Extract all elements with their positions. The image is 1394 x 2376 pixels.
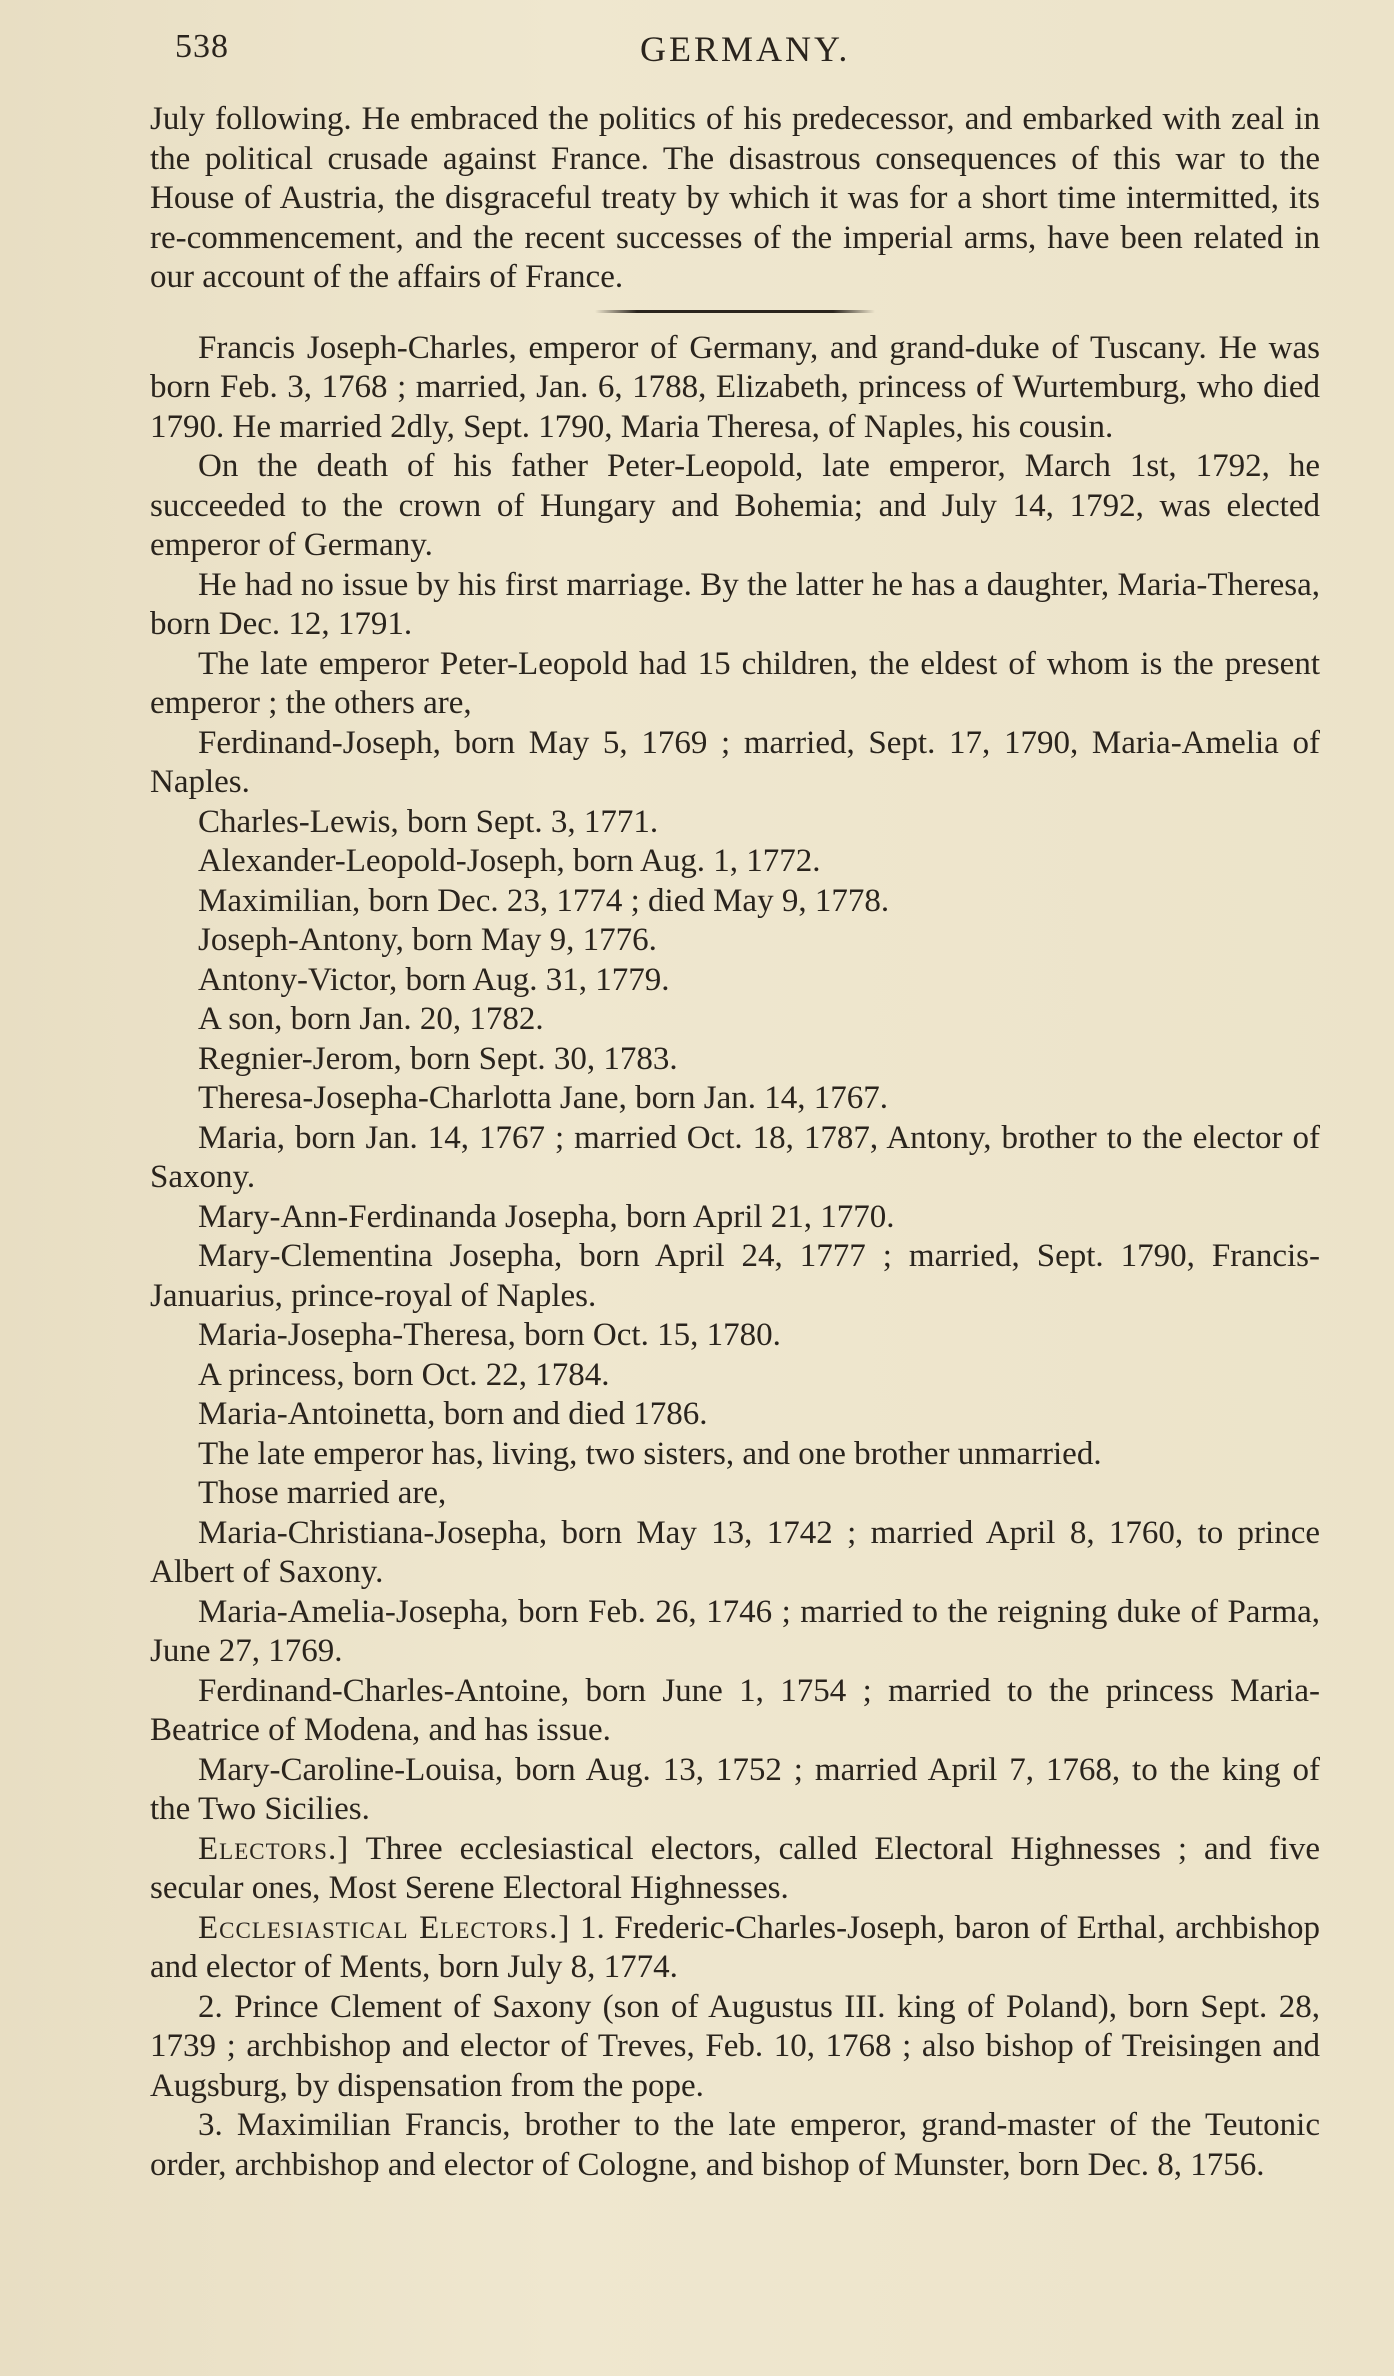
list-item: Maria, born Jan. 14, 1767 ; married Oct. 18, 1787, Antony, brother to the elector of Saxony. xyxy=(150,1119,1320,1195)
list-item: Mary-Caroline-Louisa, born Aug. 13, 1752 ; married April 7, 1768, to the king of the Two Sicilies. xyxy=(150,1751,1320,1827)
electors-text: Three ecclesiastical electors, called Electoral Highnesses ; and five secular ones, Most Serene Electoral Highnesses. xyxy=(150,1830,1321,1906)
ecclesiastical-heading: Ecclesiastical Electors.] xyxy=(198,1909,571,1946)
succession-paragraph: On the death of his father Peter-Leopold, late emperor, March 1st, 1792, he succeeded to the crown of Hungary and Bohemia; and July 14, 1792, was elected emperor of Germany. xyxy=(150,448,1320,563)
list-item: Maria-Antoinetta, born and died 1786. xyxy=(198,1396,708,1432)
siblings-married-heading: Those married are, xyxy=(198,1475,447,1511)
page-body xyxy=(150,100,1320,2185)
page-number: 538 xyxy=(175,28,229,65)
list-item: Joseph-Antony, born May 9, 1776. xyxy=(198,922,657,958)
running-head: GERMANY. xyxy=(640,29,851,69)
list-item: Alexander-Leopold-Joseph, born Aug. 1, 1772. xyxy=(198,843,821,879)
electors-heading: Electors.] xyxy=(198,1830,350,1867)
electors-paragraph xyxy=(150,1830,1320,1909)
list-item: Regnier-Jerom, born Sept. 30, 1783. xyxy=(198,1040,678,1077)
issue-paragraph: He had no issue by his first marriage. By the latter he has a daughter, Maria-Theresa, born Dec. 12, 1791. xyxy=(150,566,1320,642)
list-item: Ferdinand-Joseph, born May 5, 1769 ; married, Sept. 17, 1790, Maria-Amelia of Naples. xyxy=(150,724,1320,800)
list-item: A son, born Jan. 20, 1782. xyxy=(198,1001,544,1037)
list-item: Charles-Lewis, born Sept. 3, 1771. xyxy=(198,803,659,840)
section-divider xyxy=(595,310,875,313)
intro-paragraph: July following. He embraced the politics of his predecessor, and embarked with zeal in the political crusade against France. The disastrous consequences of this war to the House of Austria, the disgraceful treaty by which it was for a short time intermitted, its re-commencement, and the recent successes of the imperial arms, have been related in our account of the affairs of France. xyxy=(150,101,1320,295)
ecclesiastical-item: 3. Maximilian Francis, brother to the late emperor, grand-master of the Teutonic order, archbishop and elector of Cologne, and bishop of Munster, born Dec. 8, 1756. xyxy=(150,2107,1320,2183)
list-item: Theresa-Josepha-Charlotta Jane, born Jan. 14, 1767. xyxy=(198,1080,889,1116)
list-item: Maria-Christiana-Josepha, born May 13, 1742 ; married April 8, 1760, to prince Albert of Saxony. xyxy=(150,1514,1320,1590)
list-item: Ferdinand-Charles-Antoine, born June 1, 1754 ; married to the princess Maria-Beatrice of Modena, and has issue. xyxy=(150,1672,1320,1748)
children-intro: The late emperor Peter-Leopold had 15 children, the eldest of whom is the present emperor ; the others are, xyxy=(150,645,1320,721)
list-item: Antony-Victor, born Aug. 31, 1779. xyxy=(198,961,670,998)
ecclesiastical-paragraph xyxy=(150,1909,1320,1988)
emperor-paragraph: Francis Joseph-Charles, emperor of Germany, and grand-duke of Tuscany. He was born Feb. 3, 1768 ; married, Jan. 6, 1788, Elizabeth, princess of Wurtemburg, who died 1790. He married 2dly, Sept. 1790, Maria Theresa, of Naples, his cousin. xyxy=(150,329,1320,445)
list-item: Maximilian, born Dec. 23, 1774 ; died May 9, 1778. xyxy=(198,882,890,919)
list-item: Maria-Amelia-Josepha, born Feb. 26, 1746 ; married to the reigning duke of Parma, June 27, 1769. xyxy=(150,1593,1320,1669)
list-item: Mary-Clementina Josepha, born April 24, 1777 ; married, Sept. 1790, Francis-Januarius, prince-royal of Naples. xyxy=(150,1238,1320,1314)
page-header xyxy=(175,28,1325,88)
ecclesiastical-item: 1. Frederic-Charles-Joseph, baron of Erthal, archbishop and elector of Ments, born July 8, 1774. xyxy=(150,1909,1320,1985)
list-item: Mary-Ann-Ferdinanda Josepha, born April 21, 1770. xyxy=(198,1198,895,1235)
ecclesiastical-item: 2. Prince Clement of Saxony (son of Augustus III. king of Poland), born Sept. 28, 1739 ; archbishop and elector of Treves, Feb. 10, 1768 ; also bishop of Treisingen and Augsburg, by dispensation from the pope. xyxy=(150,1988,1320,2104)
list-item: A princess, born Oct. 22, 1784. xyxy=(198,1356,610,1393)
list-item: Maria-Josepha-Theresa, born Oct. 15, 1780. xyxy=(198,1317,781,1353)
siblings-intro: The late emperor has, living, two sisters, and one brother unmarried. xyxy=(198,1435,1102,1472)
